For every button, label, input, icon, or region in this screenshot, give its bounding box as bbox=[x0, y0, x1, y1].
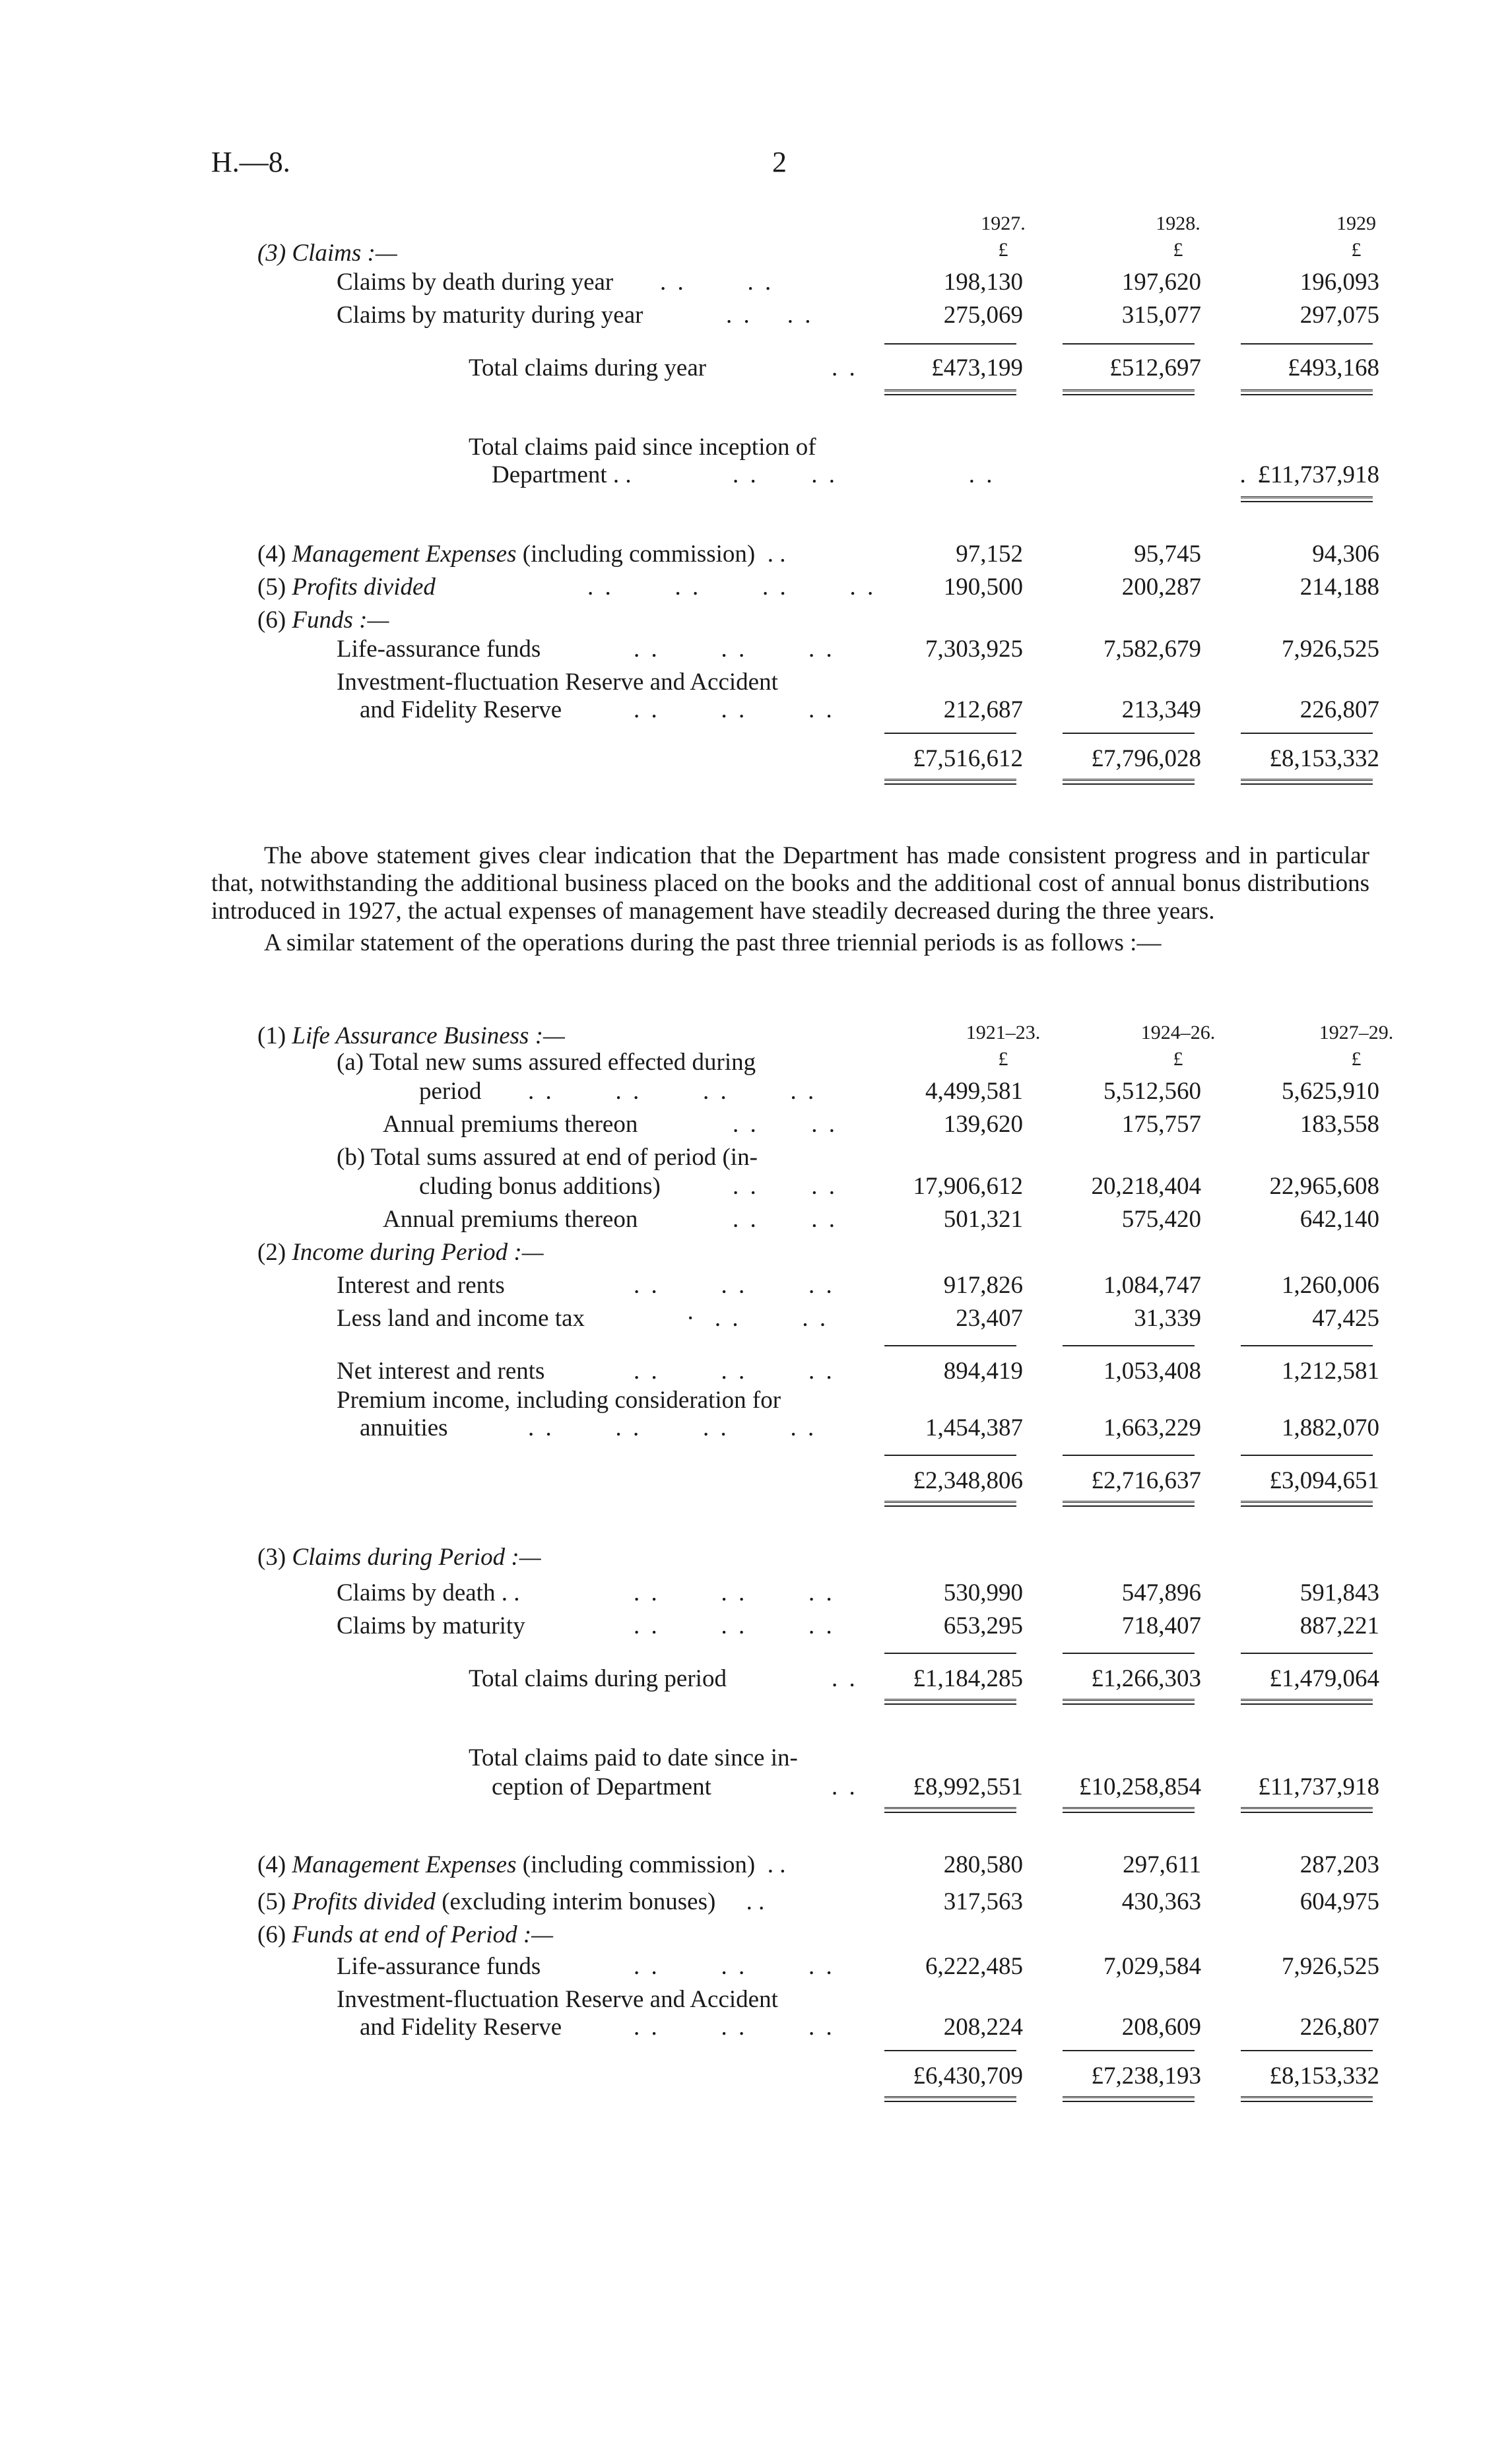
rule-line bbox=[884, 1455, 1016, 1456]
rule-line bbox=[1063, 1345, 1195, 1346]
double-rule bbox=[1063, 1501, 1195, 1507]
total-1927-29: £1,479,064 bbox=[1269, 1665, 1379, 1692]
rule-line bbox=[884, 733, 1016, 734]
double-rule bbox=[1241, 779, 1373, 785]
table-row bbox=[257, 1851, 1379, 1888]
page-header bbox=[211, 145, 1354, 185]
double-rule bbox=[1241, 1699, 1373, 1705]
total-1929: £8,153,332 bbox=[1269, 745, 1379, 772]
leader-dots: . . . . . . bbox=[634, 696, 835, 723]
value-1927-29: 591,843 bbox=[1299, 1579, 1379, 1606]
table-row bbox=[257, 1386, 1366, 1414]
table-row bbox=[257, 268, 1379, 301]
value-1924-26: 5,512,560 bbox=[1103, 1078, 1201, 1105]
table-row bbox=[257, 433, 1366, 461]
value-1928: 213,349 bbox=[1121, 696, 1201, 723]
row-label: (a) Total new sums assured effected during bbox=[337, 1049, 756, 1076]
double-rule-row bbox=[257, 2095, 1366, 2108]
year-header-1928: 1928. bbox=[1156, 213, 1200, 234]
value-1929: 226,807 bbox=[1299, 696, 1379, 723]
row-label: (b) Total sums assured at end of period (in- bbox=[337, 1144, 758, 1171]
total-1929: £493,168 bbox=[1288, 354, 1379, 381]
rule-line bbox=[1063, 1653, 1195, 1654]
rule-line bbox=[884, 1653, 1016, 1654]
total-row bbox=[257, 1467, 1379, 1500]
double-rule-row bbox=[257, 1806, 1366, 1851]
rule-line bbox=[1241, 1653, 1373, 1654]
section-title: (3) Claims :— bbox=[257, 240, 397, 267]
row-label: ception of Department bbox=[492, 1773, 711, 1800]
value-1929: 214,188 bbox=[1299, 574, 1379, 601]
section-title: (6) Funds at end of Period :— bbox=[257, 1921, 554, 1948]
double-rule bbox=[884, 389, 1016, 395]
currency-symbol: £ bbox=[1173, 239, 1183, 261]
row-label: Premium income, including consideration for bbox=[337, 1387, 781, 1414]
rule-line bbox=[1241, 343, 1373, 345]
leader-dots: . . bbox=[832, 1773, 858, 1800]
section-claims-title-row bbox=[257, 239, 1366, 268]
table-row bbox=[257, 1357, 1379, 1386]
row-label: cluding bonus additions) bbox=[419, 1173, 661, 1200]
section-title: (1) Life Assurance Business :— bbox=[257, 1022, 565, 1049]
document-reference: H.—8. bbox=[211, 146, 290, 178]
value-1924-26: 31,339 bbox=[1134, 1305, 1201, 1332]
row-label: (4) Management Expenses (including commission) . . bbox=[257, 541, 786, 568]
page-number: 2 bbox=[772, 146, 787, 178]
leader-dots: . . . . bbox=[726, 302, 814, 329]
table-row bbox=[257, 1110, 1379, 1143]
paragraph: The above statement gives clear indication that the Department has made consistent progress and in particular that, notwithstanding the additional business placed on the books and the additional cost of annual bonus distributions introduced in 1927, the actual expenses of management have steadily decreased during the three years. bbox=[211, 842, 1369, 925]
row-label: (5) Profits divided (excluding interim bonuses) . . bbox=[257, 1888, 765, 1915]
double-rule-row bbox=[257, 494, 1366, 540]
subtotal-rule-row bbox=[257, 1645, 1366, 1665]
table-row bbox=[257, 1143, 1366, 1172]
leader-dots: . . . . . . . . bbox=[528, 1414, 817, 1441]
total-row bbox=[257, 2062, 1379, 2095]
value-1924-26: 547,896 bbox=[1121, 1579, 1201, 1606]
value-1927: 212,687 bbox=[943, 696, 1023, 723]
leader-dots: . . . . bbox=[660, 269, 774, 296]
table-row bbox=[257, 696, 1379, 729]
subtotal-rule-row bbox=[257, 334, 1366, 354]
value-1927-29: 183,558 bbox=[1299, 1111, 1379, 1138]
value-1927-29: 287,203 bbox=[1299, 1851, 1379, 1878]
leader-dots: . . . . . . bbox=[634, 1612, 835, 1639]
row-label: Total claims paid since inception of bbox=[469, 434, 816, 461]
row-label: Total claims during period bbox=[469, 1665, 727, 1692]
total-row bbox=[257, 354, 1379, 387]
value-1924-26: 7,029,584 bbox=[1103, 1953, 1201, 1980]
leader-dots: . . . . . . . . bbox=[528, 1078, 817, 1105]
row-label: Life-assurance funds bbox=[337, 1953, 541, 1980]
value-1921-23: 1,454,387 bbox=[925, 1414, 1023, 1441]
section-title: (3) Claims during Period :— bbox=[257, 1544, 541, 1571]
total-row bbox=[257, 1665, 1379, 1698]
value-1921-23: 280,580 bbox=[943, 1851, 1023, 1878]
value-1928: 95,745 bbox=[1134, 541, 1201, 568]
value-1928: 197,620 bbox=[1121, 269, 1201, 296]
row-label: Claims by death . . bbox=[337, 1579, 520, 1606]
double-rule bbox=[1241, 496, 1373, 502]
double-rule-row bbox=[257, 777, 1366, 791]
table-row bbox=[257, 1985, 1366, 2013]
rule-line bbox=[1241, 733, 1373, 734]
value-1928: 7,582,679 bbox=[1103, 636, 1201, 663]
value-1927-29: 22,965,608 bbox=[1269, 1173, 1379, 1200]
double-rule bbox=[1063, 389, 1195, 395]
total-1927-29: £8,153,332 bbox=[1269, 2062, 1379, 2090]
year-header-1927: 1927. bbox=[981, 213, 1026, 234]
period-header-1924-26: 1924–26. bbox=[1140, 1022, 1216, 1043]
value-1921-23: 317,563 bbox=[943, 1888, 1023, 1915]
section-title: (2) Income during Period :— bbox=[257, 1239, 544, 1266]
leader-dots: . . . . . . bbox=[634, 1272, 835, 1299]
value-1921-23: 17,906,612 bbox=[913, 1173, 1023, 1200]
value-1929: 7,926,525 bbox=[1282, 636, 1379, 663]
rule-line bbox=[1241, 2050, 1373, 2051]
table-row bbox=[257, 1744, 1366, 1773]
leader-dots: . . bbox=[832, 354, 858, 381]
value-1921-23: 917,826 bbox=[943, 1272, 1023, 1299]
rule-line bbox=[1241, 1345, 1373, 1346]
value-1921-23: 6,222,485 bbox=[925, 1953, 1023, 1980]
total-1924-26: £7,238,193 bbox=[1091, 2062, 1201, 2090]
table-row bbox=[257, 1048, 1366, 1077]
value-1927-29: 1,212,581 bbox=[1282, 1358, 1379, 1385]
row-label: Annual premiums thereon bbox=[383, 1111, 638, 1138]
double-rule bbox=[1241, 1501, 1373, 1507]
double-rule bbox=[1241, 2096, 1373, 2102]
row-label: Less land and income tax bbox=[337, 1305, 585, 1332]
subtotal-rule-row bbox=[257, 729, 1366, 744]
row-label: annuities bbox=[360, 1414, 448, 1441]
leader-dots: . . . . bbox=[733, 1173, 838, 1200]
leader-dots: . . . . . . bbox=[634, 1953, 835, 1980]
double-rule bbox=[884, 1807, 1016, 1813]
subtotal-rule-row bbox=[257, 1337, 1366, 1357]
double-rule bbox=[884, 2096, 1016, 2102]
currency-symbol: £ bbox=[998, 239, 1008, 261]
value-1924-26: 1,053,408 bbox=[1103, 1358, 1201, 1385]
table-row bbox=[257, 1414, 1379, 1447]
year-header-1929: 1929 bbox=[1336, 213, 1376, 234]
row-label: Total claims during year bbox=[469, 354, 707, 381]
value-1927-29: 1,882,070 bbox=[1282, 1414, 1379, 1441]
table-row bbox=[257, 1205, 1379, 1238]
currency-symbol: £ bbox=[1173, 1048, 1183, 1070]
total-1927: £7,516,612 bbox=[913, 745, 1023, 772]
value-1927: 97,152 bbox=[956, 541, 1023, 568]
table-row bbox=[257, 1888, 1379, 1921]
paragraph: A similar statement of the operations during the past three triennial periods is as follows :— bbox=[264, 929, 1162, 956]
table-row bbox=[257, 540, 1379, 573]
row-label: (4) Management Expenses (including commission) . . bbox=[257, 1851, 786, 1878]
table-row bbox=[257, 1077, 1379, 1110]
value-1921-23: £8,992,551 bbox=[913, 1773, 1023, 1800]
rule-line bbox=[1063, 343, 1195, 345]
value-1927: 275,069 bbox=[943, 302, 1023, 329]
total-1928: £512,697 bbox=[1109, 354, 1201, 381]
double-rule bbox=[1063, 2096, 1195, 2102]
value-1927: 7,303,925 bbox=[925, 636, 1023, 663]
triennial-statement-table bbox=[257, 1022, 1394, 2108]
rule-line bbox=[1063, 2050, 1195, 2051]
value-1928: 200,287 bbox=[1121, 574, 1201, 601]
leader-dots: . . . . . . bbox=[634, 2014, 835, 2041]
value-1927: 198,130 bbox=[943, 269, 1023, 296]
row-label: Claims by death during year bbox=[337, 269, 614, 296]
row-label: Net interest and rents bbox=[337, 1358, 545, 1385]
row-label: Claims by maturity during year bbox=[337, 302, 643, 329]
value-1927-29: 47,425 bbox=[1312, 1305, 1379, 1332]
table-row bbox=[257, 1773, 1379, 1806]
value-1927-29: 642,140 bbox=[1299, 1206, 1379, 1233]
double-rule bbox=[1063, 1699, 1195, 1705]
value-1921-23: 208,224 bbox=[943, 2014, 1023, 2041]
value-1921-23: 4,499,581 bbox=[925, 1078, 1023, 1105]
value-1924-26: 575,420 bbox=[1121, 1206, 1201, 1233]
table-row bbox=[257, 1579, 1379, 1612]
value-1927-29: 1,260,006 bbox=[1282, 1272, 1379, 1299]
double-rule-row bbox=[257, 387, 1366, 433]
row-label: Department . . bbox=[492, 461, 632, 488]
value-1924-26: £10,258,854 bbox=[1079, 1773, 1201, 1800]
period-header-1927-29: 1927–29. bbox=[1319, 1022, 1394, 1043]
double-rule bbox=[1241, 1807, 1373, 1813]
leader-dots: . . . . . . . . bbox=[587, 574, 876, 601]
total-1927: £473,199 bbox=[931, 354, 1023, 381]
double-rule bbox=[884, 779, 1016, 785]
row-label: (5) Profits divided bbox=[257, 574, 436, 601]
rule-line bbox=[1063, 1455, 1195, 1456]
value-1924-26: 430,363 bbox=[1121, 1888, 1201, 1915]
row-label: Interest and rents bbox=[337, 1272, 505, 1299]
rule-line bbox=[1241, 1455, 1373, 1456]
value-1921-23: 501,321 bbox=[943, 1206, 1023, 1233]
value-1927-29: £11,737,918 bbox=[1258, 1773, 1379, 1800]
currency-symbol: £ bbox=[998, 1048, 1008, 1070]
annual-statement-table bbox=[257, 213, 1379, 791]
value-1927-29: 604,975 bbox=[1299, 1888, 1379, 1915]
total-row bbox=[257, 744, 1379, 777]
total-1921-23: £6,430,709 bbox=[913, 2062, 1023, 2090]
section-title-row bbox=[257, 1543, 1366, 1579]
column-header-years bbox=[257, 213, 1376, 239]
subtotal-rule-row bbox=[257, 1447, 1366, 1467]
currency-symbol: £ bbox=[1351, 1048, 1362, 1070]
section-title-row bbox=[257, 1238, 1366, 1271]
double-rule bbox=[1063, 1807, 1195, 1813]
table-row bbox=[257, 635, 1379, 668]
total-1924-26: £1,266,303 bbox=[1091, 1665, 1201, 1692]
section-title-row bbox=[257, 606, 1366, 635]
total-1928: £7,796,028 bbox=[1091, 745, 1201, 772]
row-label: Total claims paid to date since in- bbox=[469, 1744, 798, 1771]
value-1927-29: 7,926,525 bbox=[1282, 1953, 1379, 1980]
leader-dots: . . . . bbox=[733, 1206, 838, 1233]
total-since-inception: £11,737,918 bbox=[1258, 461, 1379, 488]
row-label: and Fidelity Reserve bbox=[360, 2014, 562, 2041]
value-1927-29: 5,625,910 bbox=[1282, 1078, 1379, 1105]
leader-dots: . . . . . . bbox=[634, 1358, 835, 1385]
rule-line bbox=[884, 343, 1016, 345]
table-row bbox=[257, 668, 1366, 696]
value-1921-23: 530,990 bbox=[943, 1579, 1023, 1606]
leader-dots: . . bbox=[832, 1665, 858, 1692]
table-row bbox=[257, 2013, 1379, 2046]
double-rule bbox=[884, 1699, 1016, 1705]
leader-dots: . . . . . . . . bbox=[733, 461, 1266, 488]
row-label: Annual premiums thereon bbox=[383, 1206, 638, 1233]
leader-dots: . . . . . . bbox=[634, 636, 835, 663]
rule-line bbox=[884, 1345, 1016, 1346]
section-title-row bbox=[257, 1022, 1394, 1049]
leader-dots: . . . . bbox=[733, 1111, 838, 1138]
table-row bbox=[257, 1952, 1379, 1985]
table-row bbox=[257, 301, 1379, 334]
value-1924-26: 297,611 bbox=[1123, 1851, 1201, 1878]
period-header-1921-23: 1921–23. bbox=[966, 1022, 1041, 1043]
value-1927-29: 226,807 bbox=[1299, 2014, 1379, 2041]
row-label: Life-assurance funds bbox=[337, 636, 541, 663]
value-1924-26: 20,218,404 bbox=[1091, 1173, 1201, 1200]
row-label: and Fidelity Reserve bbox=[360, 696, 562, 723]
row-label: Investment-fluctuation Reserve and Accident bbox=[337, 1986, 778, 2013]
subtotal-rule-row bbox=[257, 2046, 1366, 2062]
value-1929: 94,306 bbox=[1312, 541, 1379, 568]
total-1924-26: £2,716,637 bbox=[1091, 1467, 1201, 1494]
value-1921-23: 139,620 bbox=[943, 1111, 1023, 1138]
total-1921-23: £2,348,806 bbox=[913, 1467, 1023, 1494]
section-title: (6) Funds :— bbox=[257, 607, 389, 634]
total-1921-23: £1,184,285 bbox=[913, 1665, 1023, 1692]
double-rule bbox=[1241, 389, 1373, 395]
table-row bbox=[257, 1612, 1379, 1645]
table-row bbox=[257, 573, 1379, 606]
value-1927-29: 887,221 bbox=[1299, 1612, 1379, 1639]
row-label: Claims by maturity bbox=[337, 1612, 525, 1639]
value-1924-26: 208,609 bbox=[1121, 2014, 1201, 2041]
double-rule bbox=[1063, 779, 1195, 785]
row-label: period bbox=[419, 1078, 482, 1105]
double-rule bbox=[884, 1501, 1016, 1507]
total-1927-29: £3,094,651 bbox=[1269, 1467, 1379, 1494]
table-row bbox=[257, 1172, 1379, 1205]
value-1927: 190,500 bbox=[943, 574, 1023, 601]
value-1928: 315,077 bbox=[1121, 302, 1201, 329]
currency-symbol: £ bbox=[1351, 239, 1362, 261]
rule-line bbox=[884, 2050, 1016, 2051]
value-1924-26: 1,084,747 bbox=[1103, 1272, 1201, 1299]
value-1921-23: 653,295 bbox=[943, 1612, 1023, 1639]
value-1921-23: 894,419 bbox=[943, 1358, 1023, 1385]
double-rule-row bbox=[257, 1698, 1366, 1744]
table-row bbox=[257, 1271, 1379, 1304]
leader-dots: · . . . . bbox=[686, 1305, 829, 1332]
value-1924-26: 1,663,229 bbox=[1103, 1414, 1201, 1441]
value-1929: 297,075 bbox=[1299, 302, 1379, 329]
double-rule-row bbox=[257, 1500, 1366, 1543]
rule-line bbox=[1063, 733, 1195, 734]
section-title-row bbox=[257, 1921, 1366, 1952]
value-1924-26: 718,407 bbox=[1121, 1612, 1201, 1639]
leader-dots: . . . . . . bbox=[634, 1579, 835, 1606]
table-row bbox=[257, 1304, 1379, 1337]
commentary-paragraphs bbox=[211, 842, 1369, 957]
value-1924-26: 175,757 bbox=[1121, 1111, 1201, 1138]
value-1929: 196,093 bbox=[1299, 269, 1379, 296]
value-1921-23: 23,407 bbox=[956, 1305, 1023, 1332]
row-label: Investment-fluctuation Reserve and Accident bbox=[337, 669, 778, 696]
table-row bbox=[257, 461, 1379, 494]
